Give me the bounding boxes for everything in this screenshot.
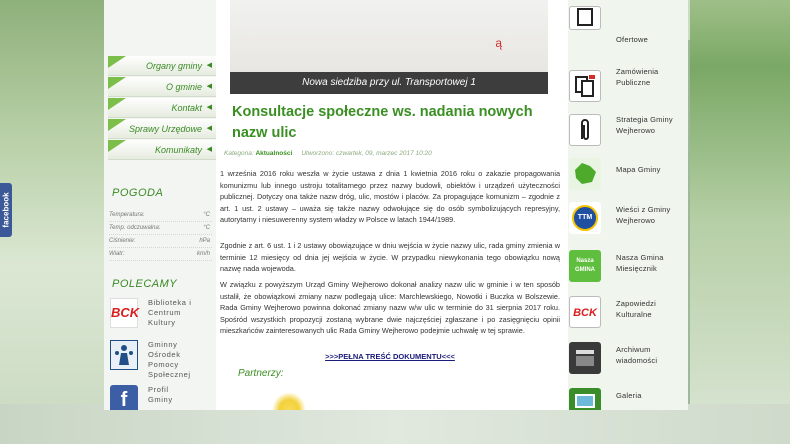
photo-detail: ą [495, 36, 502, 50]
arrow-left-icon: ◀ [206, 62, 212, 69]
weather-row: Ciśnienie: hPa [109, 235, 212, 248]
background-grass-right [690, 0, 790, 444]
recommended-item-gops[interactable]: Gminny Ośrodek Pomocy Społecznej [110, 340, 214, 382]
right-item-galeria[interactable]: Galeria [568, 382, 688, 410]
arrow-left-icon: ◀ [206, 146, 212, 153]
left-menu [108, 56, 216, 161]
facebook-icon: f [110, 385, 138, 410]
facebook-side-tab[interactable] [0, 183, 12, 237]
background-grass-left [0, 0, 105, 444]
bck-icon: BCK [569, 296, 601, 328]
article-title[interactable]: Konsultacje społeczne ws. nadania nowych nazw ulic [232, 104, 533, 141]
weather-widget [109, 209, 212, 261]
weather-title: POGODA [112, 187, 164, 199]
menu-decoration [108, 98, 126, 110]
category-link[interactable]: Aktualności [255, 150, 293, 157]
menu-decoration [108, 119, 126, 131]
background-bottom [0, 404, 790, 444]
menu-item-o-gminie[interactable]: O gminie ◀ [108, 77, 216, 97]
facebook-tab-label: facebook [1, 192, 11, 228]
map-icon [569, 158, 601, 190]
weather-row: Temperatura: °C [109, 209, 212, 222]
full-document-link[interactable]: >>>PEŁNA TREŚĆ DOKUMENTU<<< [325, 352, 455, 361]
article-paragraph: 1 września 2016 roku weszła w życie ustawa z dnia 1 kwietnia 2016 roku o zakazie propagowania komunizmu lub innego ustroju totalitarnego przez nazwy budowli, obiektów i urządzeń użyteczności publicznej. Dotyczy ona także nazw dróg, ulic, mostów i placów. Za propagujące komunizm – zgodnie z art. 1 ust. 2 ustawy – uważa się także nazwy odwołujące się do osób symbolizujących represyjny, autorytarny i niesuwerenny system władzy w Polsce w latach 1944/1989. [220, 169, 560, 224]
article-paragraph: Zgodnie z art. 6 ust. 1 i 2 ustawy obowiązujące w dniu wejścia w życie nazwy ulic, rada gminy zmienia w terminie 12 miesięcy od dnia jej wejścia w życie. W przypadku niewykonania tego obowiązku nową nazwę nada wojewoda. [220, 241, 560, 273]
weather-row: Wiatr: km/h [109, 248, 212, 261]
archive-icon [569, 342, 601, 374]
right-item-zamowienia[interactable]: Zamówienia Publiczne [568, 64, 688, 106]
arrow-left-icon: ◀ [206, 125, 212, 132]
article-meta: Kategoria: Aktualności Utworzono: czwartek, 09, marzec 2017 10:20 [224, 150, 432, 157]
arrow-left-icon: ◀ [206, 104, 212, 111]
menu-decoration [108, 56, 126, 68]
menu-item-kontakt[interactable]: Kontakt ◀ [108, 98, 216, 118]
right-item-nasza-gmina[interactable]: Nasza GMINA Nasza Gmina Miesięcznik [568, 244, 688, 286]
bck-logo: BCK [110, 298, 138, 328]
right-item-wiesci[interactable]: TTM Wieści z Gminy Wejherowo [568, 196, 688, 238]
recommended-title: POLECAMY [112, 278, 178, 290]
partner-logo[interactable] [272, 392, 306, 410]
right-item-ofertowe[interactable]: Ofertowe [568, 0, 688, 32]
photo-caption: Nowa siedziba przy ul. Transportowej 1 [230, 72, 548, 94]
documents-icon [569, 70, 601, 102]
menu-item-sprawy-urzedowe[interactable]: Sprawy Urzędowe ◀ [108, 119, 216, 139]
right-item-strategia[interactable]: Strategia Gminy Wejherowo [568, 108, 688, 150]
right-item-mapa[interactable]: Mapa Gminy [568, 152, 688, 194]
family-icon [111, 341, 137, 369]
recommended-item-bck[interactable]: BCK Biblioteka i Centrum Kultury [111, 298, 192, 327]
menu-decoration [108, 140, 126, 152]
right-item-archiwum[interactable]: Archiwum wiadomości [568, 336, 688, 378]
gallery-icon [569, 388, 601, 410]
nasza-gmina-icon: Nasza GMINA [569, 250, 601, 282]
menu-item-komunikaty[interactable]: Komunikaty ◀ [108, 140, 216, 160]
arrow-left-icon: ◀ [206, 83, 212, 90]
document-icon [569, 6, 601, 30]
partners-title: Partnerzy: [238, 368, 284, 379]
gops-logo [110, 340, 138, 370]
left-sidebar [104, 0, 216, 410]
menu-item-organy-gminy[interactable]: Organy gminy ◀ [108, 56, 216, 76]
right-item-zapowiedzi[interactable]: BCK Zapowiedzi Kulturalne [568, 290, 688, 332]
menu-decoration [108, 77, 126, 89]
weather-row: Temp. odczuwalna: °C [109, 222, 212, 235]
ttm-icon: TTM [569, 202, 601, 234]
main-content [218, 0, 568, 410]
recommended-item-facebook[interactable]: f Profil Gminy [110, 385, 214, 410]
article-paragraph: W związku z powyższym Urząd Gminy Wejherowo dokonał analizy nazw ulic w gminie i w ten sposób ustalił, że obowiązkowi zmiany nazw podlegają ulice: Marchlewskiego, Nowotki i Buczka w Bolszewie. Rada Gminy Wejherowo powinna dokonać zmiany nazw w/w ulic w terminie do 31 sierpnia 2017 roku. Spośród wszystkich propozycji zostaną wybrane dwie najczęściej zgłaszane i po zasięgnięciu opinii mieszkańców zainteresowanych ulic Rada Gminy Wejherowo podejmie uchwałę w tej sprawie. [220, 280, 560, 335]
page [104, 0, 688, 410]
paperclip-icon [569, 114, 601, 146]
article-photo [230, 0, 548, 72]
right-sidebar [568, 0, 688, 410]
